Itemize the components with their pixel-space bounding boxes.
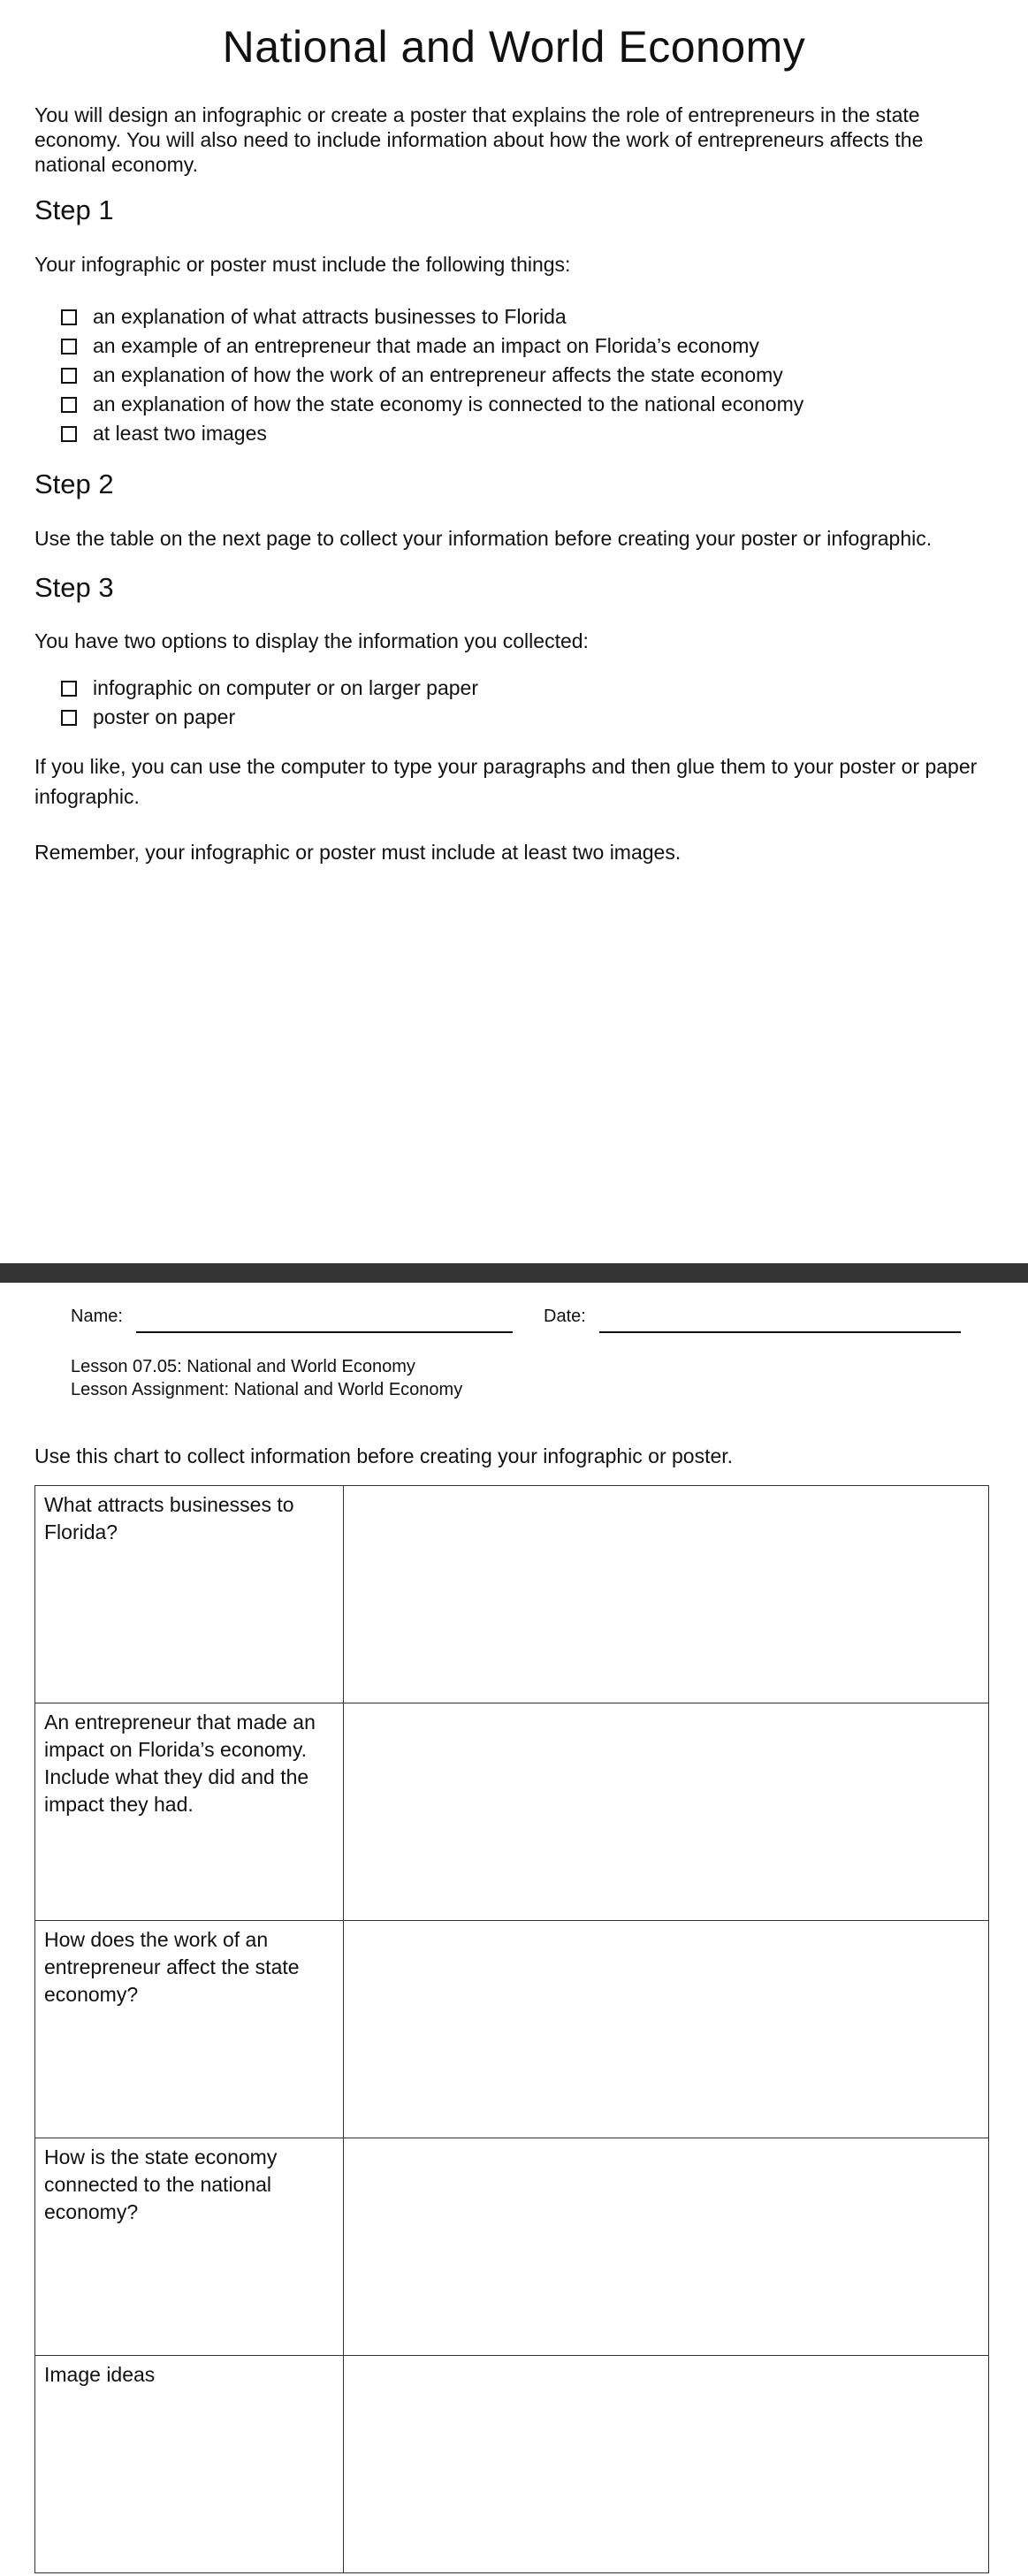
checkbox-icon[interactable] — [61, 426, 77, 442]
table-row — [35, 1921, 989, 2138]
step3-options — [61, 674, 478, 732]
page-divider — [0, 1263, 1028, 1283]
checklist-item — [61, 703, 478, 732]
answer-cell[interactable] — [344, 1921, 989, 2138]
checkbox-icon[interactable] — [61, 681, 77, 697]
lesson-label: Lesson 07.05: National and World Economy — [71, 1357, 415, 1376]
checkbox-icon[interactable] — [61, 309, 77, 325]
row-question: How is the state economy connected to the national economy? — [35, 2138, 344, 2356]
row-question: Image ideas — [35, 2356, 344, 2573]
intro-paragraph: You will design an infographic or create a poster that explains the role of entrepreneurs in the state economy. You will also need to include information about how the work of entrepreneurs affects the national economy. — [34, 103, 924, 176]
answer-cell[interactable] — [344, 1703, 989, 1921]
step3-reminder: Remember, your infographic or poster must include at least two images. — [34, 841, 682, 864]
step3-note: If you like, you can use the computer to type your paragraphs and then glue them to your poster or paper infographic. — [34, 755, 978, 808]
answer-cell[interactable] — [344, 2138, 989, 2356]
checklist-item-label: an explanation of how the work of an entrepreneur affects the state economy — [93, 363, 783, 386]
checklist-item — [61, 302, 803, 332]
checklist-item — [61, 419, 803, 448]
date-label: Date: — [544, 1307, 586, 1326]
checklist-item — [61, 361, 803, 390]
checklist-item — [61, 674, 478, 703]
checkbox-icon[interactable] — [61, 397, 77, 413]
checklist-item-label: at least two images — [93, 422, 267, 445]
step1-heading: Step 1 — [34, 194, 114, 225]
row-question: How does the work of an entrepreneur affect the state economy? — [35, 1921, 344, 2138]
checklist-item-label: poster on paper — [93, 705, 236, 728]
checklist-item-label: an explanation of how the state economy is connected to the national economy — [93, 392, 804, 415]
answer-cell[interactable] — [344, 2356, 989, 2573]
page-title: National and World Economy — [222, 22, 806, 72]
row-question: An entrepreneur that made an impact on Florida’s economy. Include what they did and the impact they had. — [35, 1703, 344, 1921]
table-row — [35, 2356, 989, 2573]
name-label: Name: — [71, 1307, 123, 1326]
table-row — [35, 1486, 989, 1703]
step2-text: Use the table on the next page to collect your information before creating your poster or infographic. — [34, 527, 933, 550]
step1-text: Your infographic or poster must include the following things: — [34, 253, 571, 276]
checkbox-icon[interactable] — [61, 710, 77, 726]
row-question: What attracts businesses to Florida? — [35, 1486, 344, 1703]
answer-cell[interactable] — [344, 1486, 989, 1703]
step3-text: You have two options to display the information you collected: — [34, 629, 589, 652]
checkbox-icon[interactable] — [61, 368, 77, 384]
step1-checklist — [61, 302, 803, 448]
assignment-label: Lesson Assignment: National and World Economy — [71, 1380, 463, 1399]
step2-heading: Step 2 — [34, 469, 114, 499]
checklist-item-label: an explanation of what attracts businesses to Florida — [93, 305, 567, 328]
checklist-item — [61, 332, 803, 361]
info-chart — [34, 1485, 989, 2573]
table-row — [35, 2138, 989, 2356]
date-field[interactable] — [599, 1331, 961, 1333]
name-field[interactable] — [136, 1331, 513, 1333]
step3-heading: Step 3 — [34, 572, 114, 603]
table-row — [35, 1703, 989, 1921]
checklist-item — [61, 390, 803, 419]
checklist-item-label: an example of an entrepreneur that made an impact on Florida’s economy — [93, 334, 759, 357]
chart-instruction: Use this chart to collect information before creating your infographic or poster. — [34, 1444, 734, 1467]
checkbox-icon[interactable] — [61, 339, 77, 354]
checklist-item-label: infographic on computer or on larger paper — [93, 676, 478, 699]
